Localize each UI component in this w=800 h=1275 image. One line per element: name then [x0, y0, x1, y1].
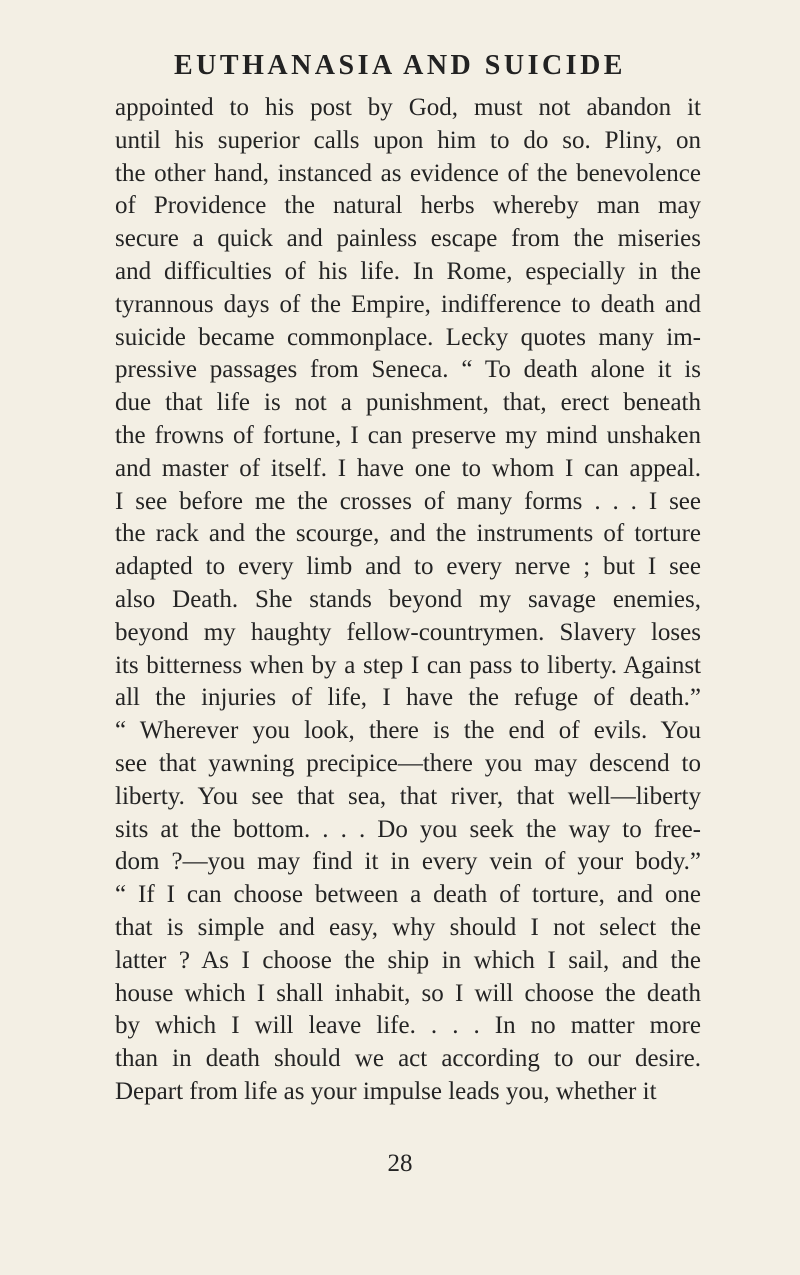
text-line: that is simple and easy, why should I not select the	[115, 913, 701, 941]
text-line: and difficulties of his life. In Rome, especially in the	[115, 257, 701, 285]
text-line: by which I will leave life. . . . In no matter more	[115, 1012, 701, 1040]
text-line: the rack and the scourge, and the instruments of torture	[115, 520, 701, 548]
text-line: liberty. You see that sea, that river, that well—liberty	[115, 782, 701, 810]
text-line: latter ? As I choose the ship in which I sail, and the	[115, 946, 701, 974]
text-line: all the injuries of life, I have the refuge of death.”	[115, 684, 701, 712]
text-line: adapted to every limb and to every nerve ; but I see	[115, 553, 701, 581]
page-number: 28	[387, 1150, 413, 1177]
text-line: I see before me the crosses of many forms . . . I see	[115, 487, 701, 515]
text-line: tyrannous days of the Empire, indifference to death and	[115, 290, 701, 318]
text-line: beyond my haughty fellow-countrymen. Slavery loses	[115, 618, 701, 646]
text-line: suicide became commonplace. Lecky quotes many im-	[115, 323, 701, 351]
text-line: pressive passages from Seneca. “ To death alone it is	[115, 356, 701, 384]
running-head: EUTHANASIA AND SUICIDE	[174, 50, 626, 81]
text-line: see that yawning precipice—there you may descend to	[115, 749, 701, 777]
text-line: of Providence the natural herbs whereby man may	[115, 192, 701, 220]
text-line: the frowns of fortune, I can preserve my mind unshaken	[115, 421, 701, 449]
body-text	[115, 92, 701, 1109]
text-line: “ If I can choose between a death of torture, and one	[115, 881, 701, 909]
text-line: sits at the bottom. . . . Do you seek the way to free-	[115, 815, 701, 843]
text-line: secure a quick and painless escape from the miseries	[115, 225, 701, 253]
text-line: “ Wherever you look, there is the end of evils. You	[115, 717, 701, 745]
text-line: due that life is not a punishment, that, erect beneath	[115, 389, 701, 417]
text-line: until his superior calls upon him to do so. Pliny, on	[115, 126, 701, 154]
text-line: than in death should we act according to our desire.	[115, 1045, 701, 1073]
text-line: Depart from life as your impulse leads you, whether it	[115, 1077, 657, 1105]
text-line: its bitterness when by a step I can pass to liberty. Against	[115, 651, 701, 679]
text-line: also Death. She stands beyond my savage enemies,	[115, 585, 701, 613]
text-line: appointed to his post by God, must not abandon it	[115, 94, 701, 121]
text-line: and master of itself. I have one to whom I can appeal.	[115, 454, 701, 482]
text-line: house which I shall inhabit, so I will choose the death	[115, 979, 701, 1007]
text-line: dom ?—you may find it in every vein of your body.”	[115, 848, 701, 876]
text-line: the other hand, instanced as evidence of the benevolence	[115, 159, 701, 187]
